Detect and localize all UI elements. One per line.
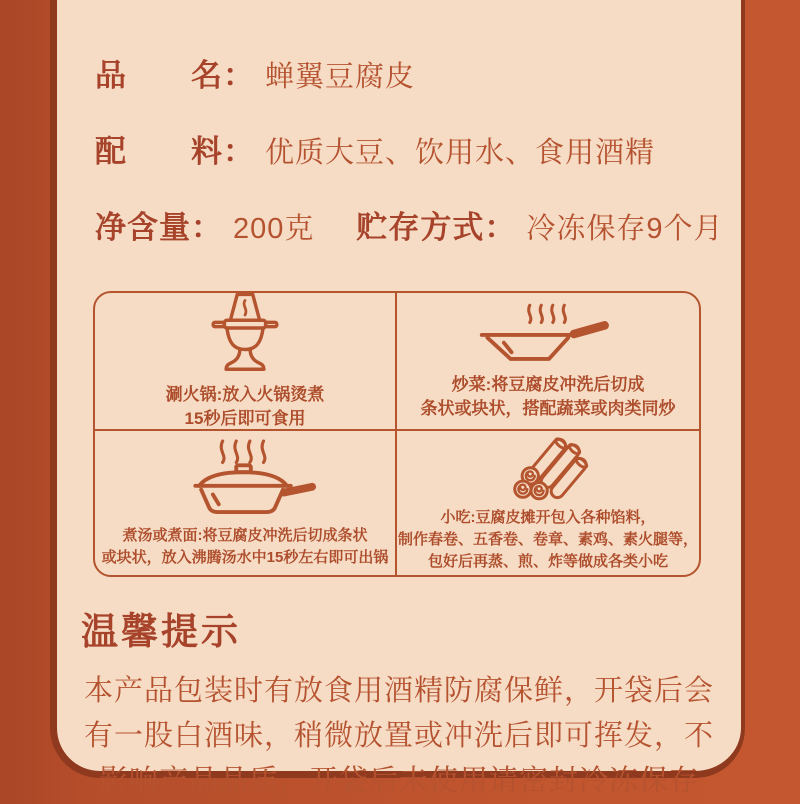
product-info-section	[57, 0, 741, 247]
usage-cell-stirfry	[397, 293, 699, 431]
product-name-value: 蝉翼豆腐皮	[265, 61, 416, 93]
usage-grid	[93, 291, 701, 577]
storage-label: 贮存方式：	[356, 210, 517, 245]
usage-cell-soup	[95, 431, 397, 575]
tips-line: 本产品包装时有放食用酒精防腐保鲜，开袋后会	[83, 675, 714, 707]
net-weight-label: 净含量：	[95, 210, 223, 245]
usage-text-line: 包好后再蒸、煎、炸等做成各类小吃	[427, 553, 668, 570]
tips-line: 有一股白酒味，稍微放置或冲洗后即可挥发，不	[83, 720, 714, 752]
tips-paragraph	[57, 669, 741, 804]
usage-text-line: 涮火锅:放入火锅烫煮	[165, 385, 325, 404]
net-weight-value: 200克	[233, 213, 315, 245]
usage-cell-snacks	[397, 431, 699, 575]
ingredients-row	[95, 126, 741, 171]
storage-value: 冷冻保存9个月	[526, 213, 724, 245]
product-label-panel	[50, 0, 745, 797]
usage-text-line: 15秒后即可食用	[184, 409, 306, 428]
product-name-label: 品 名：	[95, 58, 255, 93]
weight-storage-row	[95, 202, 741, 247]
ingredients-label: 配 料：	[95, 134, 255, 169]
ingredients-value: 优质大豆、饮用水、食用酒精	[265, 137, 656, 169]
usage-text-line: 小吃:豆腐皮摊开包入各种馅料，	[440, 509, 656, 526]
usage-text-line: 炒菜:将豆腐皮冲洗后切成	[451, 375, 645, 394]
usage-text-line: 煮汤或煮面:将豆腐皮冲洗后切成条状	[122, 527, 368, 544]
usage-text-line: 条状或块状，搭配蔬菜或肉类同炒	[420, 399, 676, 418]
usage-cell-hotpot	[95, 293, 397, 431]
tips-line: 影响产品品质，开袋后未使用请密封冷冻保存	[98, 765, 699, 797]
usage-text-line: 制作春卷、五香卷、卷章、素鸡、素火腿等，	[397, 531, 698, 548]
wok-icon	[476, 301, 620, 367]
hotpot-icon	[201, 293, 289, 377]
lidded-pan-icon	[172, 437, 318, 519]
spring-rolls-icon	[506, 433, 590, 501]
product-name-row	[95, 50, 741, 95]
tips-title: 温馨提示	[81, 611, 241, 652]
usage-text-line: 或块状，放入沸腾汤水中15秒左右即可出锅	[101, 549, 389, 566]
